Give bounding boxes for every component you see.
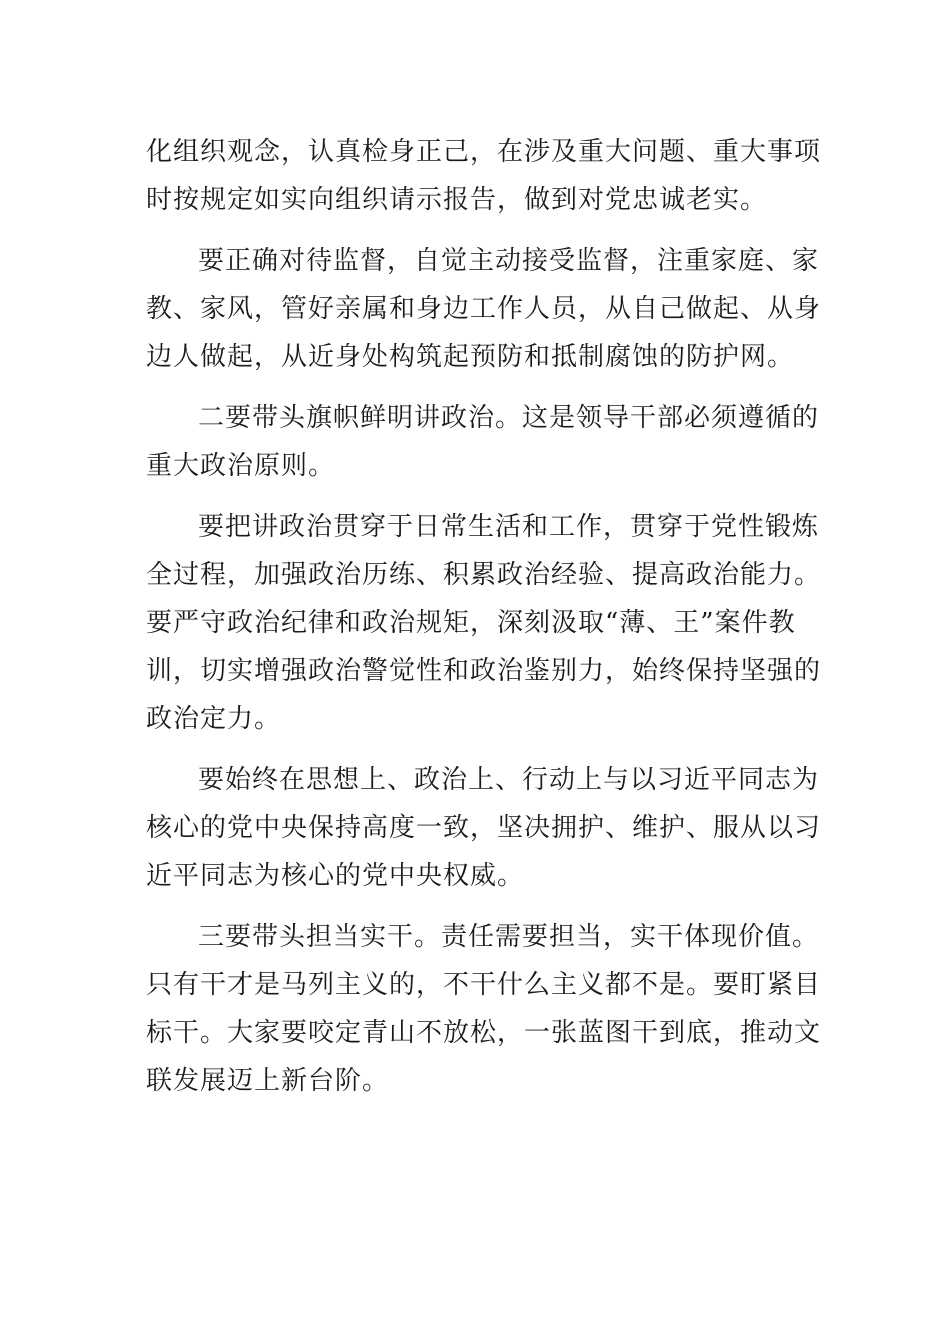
text-line: 只有干才是马列主义的，不干什么主义都不是。要盯紧目 [146,970,822,1000]
text-line: 近平同志为核心的党中央权威。 [146,861,525,891]
paragraph-2 [146,237,822,381]
text-line: 要把讲政治贯穿于日常生活和工作，贯穿于党性锻炼 [198,512,820,542]
text-line: 全过程，加强政治历练、积累政治经验、提高政治能力。 [146,560,822,590]
text-line: 要严守政治纪律和政治规矩，深刻汲取“薄、王”案件教 [146,608,796,638]
text-line: 重大政治原则。 [146,451,336,481]
text-line: 二要带头旗帜鲜明讲政治。这是领导干部必须遵循的 [198,403,820,433]
text-line: 要正确对待监督，自觉主动接受监督，注重家庭、家 [198,246,820,276]
paragraph-3 [146,394,820,490]
paragraph-4 [146,503,822,743]
text-line: 政治定力。 [146,704,282,734]
document-body [146,128,822,1118]
paragraph-1 [146,128,822,224]
text-line: 要始终在思想上、政治上、行动上与以习近平同志为 [198,765,820,795]
text-line: 核心的党中央保持高度一致，坚决拥护、维护、服从以习 [146,813,822,843]
text-line: 三要带头担当实干。责任需要担当，实干体现价值。 [198,922,820,952]
text-line: 教、家风，管好亲属和身边工作人员，从自己做起、从身 [146,294,822,324]
text-line: 时按规定如实向组织请示报告，做到对党忠诚老实。 [146,185,768,215]
text-line: 化组织观念，认真检身正己，在涉及重大问题、重大事项 [146,137,822,167]
paragraph-6 [146,913,822,1105]
text-line: 训，切实增强政治警觉性和政治鉴别力，始终保持坚强的 [146,656,822,686]
text-line: 标干。大家要咬定青山不放松，一张蓝图干到底，推动文 [146,1018,822,1048]
text-line: 联发展迈上新台阶。 [146,1066,390,1096]
paragraph-5 [146,756,822,900]
text-line: 边人做起，从近身处构筑起预防和抵制腐蚀的防护网。 [146,342,795,372]
